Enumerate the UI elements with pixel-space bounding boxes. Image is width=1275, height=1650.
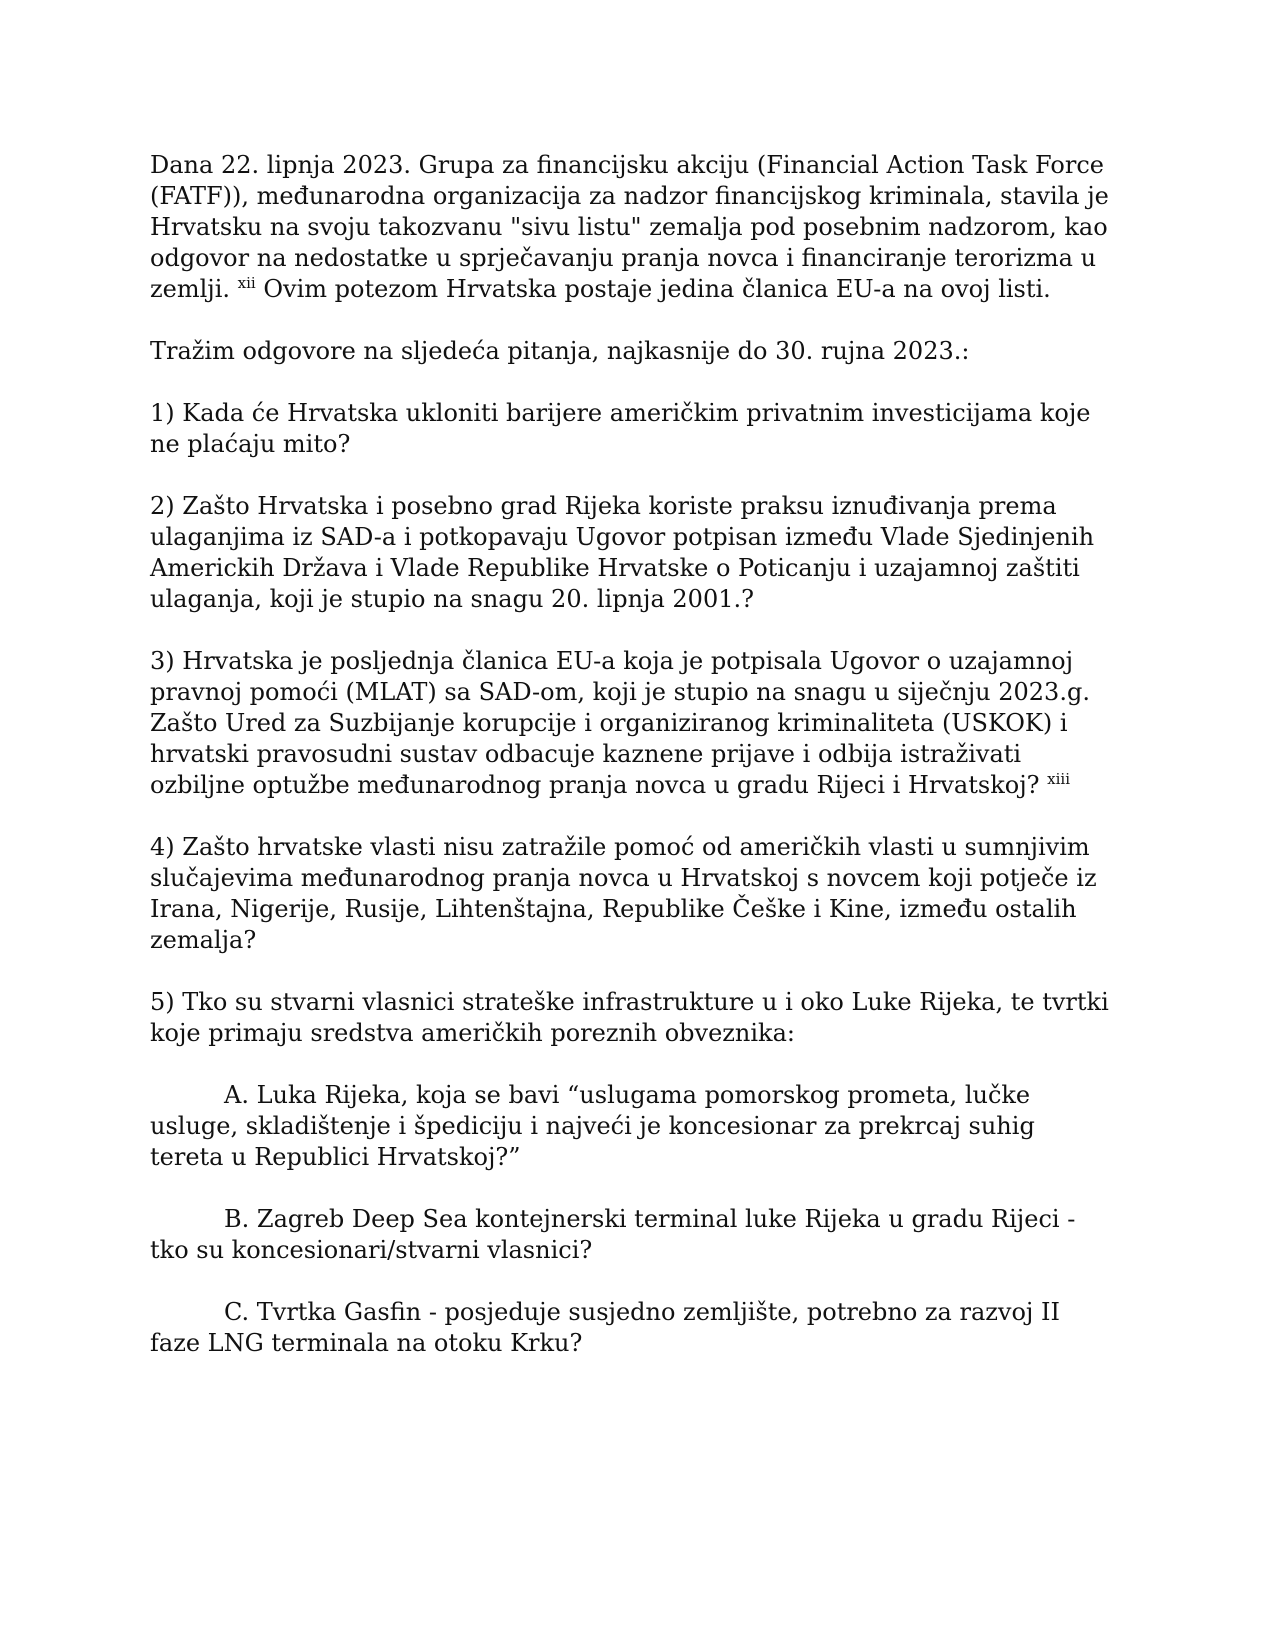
question-5-item-b: B. Zagreb Deep Sea kontejnerski terminal luke Rijeka u gradu Rijeci - tko su koncesionari/stvarni vlasnici? <box>150 1205 1076 1264</box>
document-page <box>150 150 1110 1390</box>
question-1: 1) Kada će Hrvatska ukloniti barijere američkim privatnim investicijama koje ne plaćaju mito? <box>150 399 1091 458</box>
question-4: 4) Zašto hrvatske vlasti nisu zatražile pomoć od američkih vlasti u sumnjivim slučajevima međunarodnog pranja novca u Hrvatskoj s novcem koji potječe iz Irana, Nigerije, Rusije, Lihtenštajna, Republike Češke i Kine, između ostalih zemalja? <box>150 833 1097 954</box>
intro-text: Dana 22. lipnja 2023. Grupa za financijsku akciju (Financial Action Task Force (FATF)), međunarodna organizacija za nadzor financijskog kriminala, stavila je Hrvatsku na svoju takozvanu "sivu listu" zemalja pod posebnim nadzorom, kao odgovor na nedostatke u sprječavanju pranja novca i financiranje terorizma u zemlji. <box>150 151 1109 303</box>
intro-text-after: Ovim potezom Hrvatska postaje jedina članica EU-a na ovoj listi. <box>263 275 1051 303</box>
question-5-item-c: C. Tvrtka Gasfin - posjeduje susjedno zemljište, potrebno za razvoj II faze LNG terminala na otoku Krku? <box>150 1298 1060 1357</box>
question-3-text: 3) Hrvatska je posljednja članica EU-a koja je potpisala Ugovor o uzajamnoj pravnoj pomoći (MLAT) sa SAD-om, koji je stupio na snagu u siječnju 2023.g. Zašto Ured za Suzbijanje korupcije i organiziranog kriminaliteta (USKOK) i hrvatski pravosudni sustav odbacuje kaznene prijave i odbija istraživati ozbiljne optužbe međunarodnog pranja novca u gradu Rijeci i Hrvatskoj? <box>150 647 1090 799</box>
question-3 <box>150 646 1110 801</box>
footnote-marker-xiii: xiii <box>1047 770 1070 788</box>
request-paragraph: Tražim odgovore na sljedeća pitanja, najkasnije do 30. rujna 2023.: <box>150 337 970 365</box>
question-2: 2) Zašto Hrvatska i posebno grad Rijeka koriste praksu iznuđivanja prema ulaganjima iz SAD-a i potkopavaju Ugovor potpisan između Vlade Sjedinjenih Americkih Država i Vlade Republike Hrvatske o Poticanju i uzajamnoj zaštiti ulaganja, koji je stupio na snagu 20. lipnja 2001.? <box>150 492 1095 613</box>
footnote-marker-xii: xii <box>237 274 256 292</box>
intro-paragraph <box>150 150 1110 305</box>
question-5: 5) Tko su stvarni vlasnici strateške infrastrukture u i oko Luke Rijeka, te tvrtki koje primaju sredstva američkih poreznih obveznika: <box>150 988 1109 1047</box>
question-5-item-a: A. Luka Rijeka, koja se bavi “uslugama pomorskog prometa, lučke usluge, skladištenje i špediciju i najveći je koncesionar za prekrcaj suhig tereta u Republici Hrvatskoj?” <box>150 1081 1035 1171</box>
